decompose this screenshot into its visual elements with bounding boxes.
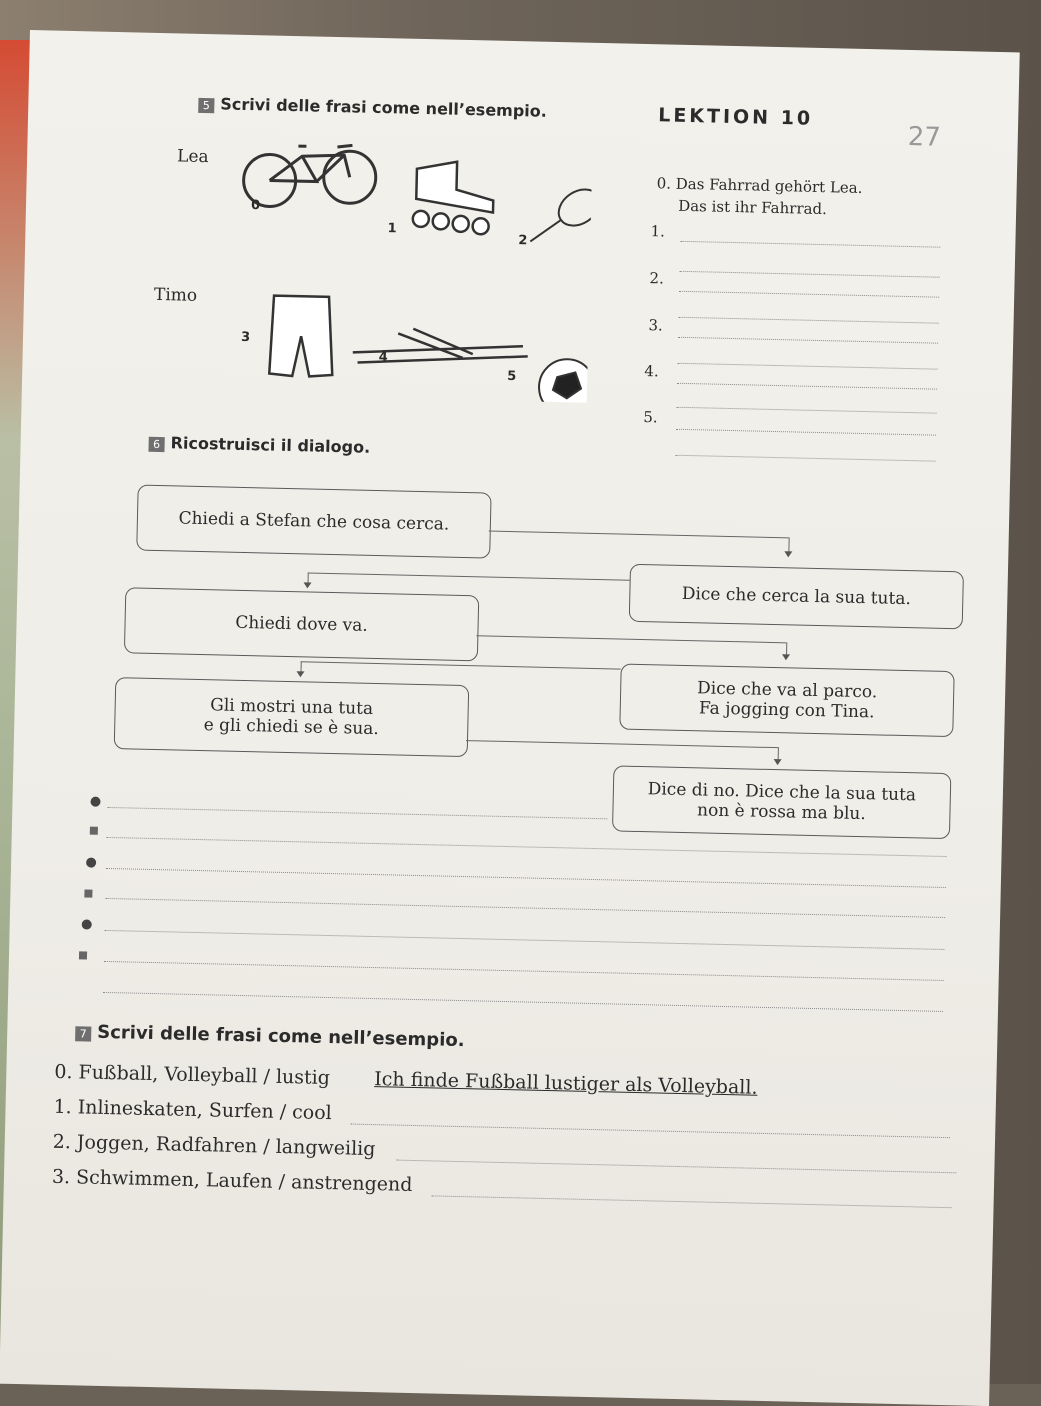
- answer-line[interactable]: [103, 992, 943, 1012]
- dialogue-box-1: [136, 485, 491, 559]
- ex7-header: [75, 1021, 465, 1051]
- arrow-down-icon: [784, 551, 792, 557]
- ex5-item-1: 1.: [650, 222, 666, 241]
- bullet-dot: [86, 857, 96, 867]
- bicycle-icon: [243, 143, 376, 209]
- ex7-example-answer: Ich finde Fußball lustiger als Volleyball.: [374, 1068, 758, 1099]
- ex7-item-2: 2. Joggen, Radfahren / langweilig: [52, 1130, 376, 1161]
- answer-line[interactable]: [679, 291, 939, 298]
- picture-number-2: 2: [518, 233, 528, 249]
- ex5-item-4: 4.: [644, 362, 659, 381]
- arrow-down-icon: [782, 654, 790, 660]
- ex5-number: 5: [198, 98, 214, 113]
- answer-line[interactable]: [104, 961, 944, 981]
- dialogue-text: Dice che va al parco.: [696, 678, 878, 703]
- bullet-square: [79, 951, 87, 959]
- arrow-down-icon: [296, 671, 304, 677]
- answer-line[interactable]: [350, 1124, 950, 1139]
- arrow-down-icon: [303, 582, 311, 588]
- bullet-square: [90, 827, 98, 835]
- picture-number-1: 1: [387, 221, 397, 237]
- picture-number-4: 4: [378, 349, 388, 366]
- ex7-item-3: 3. Schwimmen, Laufen / anstrengend: [51, 1165, 413, 1196]
- dialogue-box-4: [619, 664, 954, 738]
- arrow-down-icon: [774, 759, 782, 765]
- shorts-icon: [269, 296, 334, 377]
- connector-line: [301, 661, 621, 669]
- bullet-dot: [90, 797, 100, 807]
- answer-line[interactable]: [107, 807, 607, 819]
- ex5-item-3: 3.: [648, 316, 663, 335]
- dialogue-text: Fa jogging con Tina.: [698, 698, 875, 723]
- ex6-title: Ricostruisci il dialogo.: [170, 433, 371, 457]
- dialogue-text: Gli mostri una tuta: [210, 695, 374, 719]
- answer-line[interactable]: [680, 241, 940, 248]
- answer-line[interactable]: [106, 868, 946, 888]
- dialogue-box-6: [612, 765, 951, 839]
- handwritten-page-note: 27: [907, 121, 942, 153]
- dialogue-box-5: [114, 677, 470, 757]
- answer-line[interactable]: [680, 271, 940, 278]
- connector-line: [466, 740, 778, 748]
- dialogue-text: Chiedi dove va.: [235, 612, 369, 636]
- ex7-item-1: 1. Inlineskaten, Surfen / cool: [53, 1095, 333, 1125]
- picture-number-0: 0: [250, 198, 261, 214]
- dialogue-box-3: [124, 587, 479, 661]
- dialogue-box-2: [629, 564, 964, 630]
- answer-line[interactable]: [678, 363, 938, 370]
- ex6-number: 6: [148, 437, 164, 452]
- dialogue-text: Dice di no. Dice che la sua tuta: [647, 779, 917, 806]
- connector-line: [489, 531, 789, 539]
- ex5-title: Scrivi delle frasi come nell’esempio.: [220, 94, 548, 121]
- ex5-item-2: 2.: [649, 269, 665, 288]
- answer-line[interactable]: [678, 337, 938, 344]
- ex5-pictures: [227, 135, 593, 403]
- dialogue-text: non è rossa ma blu.: [696, 800, 866, 825]
- inline-skate-icon: [412, 161, 494, 235]
- bullet-square: [84, 889, 92, 897]
- ex7-title: Scrivi delle frasi come nell’esempio.: [97, 1021, 465, 1052]
- ex5-item-5: 5.: [643, 408, 658, 427]
- answer-line[interactable]: [432, 1195, 952, 1208]
- connector-line: [476, 635, 786, 643]
- tennis-racket-icon: [530, 181, 592, 243]
- picture-number-5: 5: [507, 368, 517, 385]
- connector-line: [308, 572, 630, 580]
- ex6-header: [148, 433, 370, 457]
- ex5-header: [198, 94, 547, 121]
- answer-line[interactable]: [679, 317, 939, 324]
- answer-line[interactable]: [676, 455, 936, 462]
- lesson-title: LEKTION 10: [657, 104, 814, 130]
- football-icon: [538, 359, 592, 403]
- dialogue-text: e gli chiedi se è sua.: [203, 715, 380, 740]
- dialogue-text: Dice che cerca la sua tuta.: [681, 583, 912, 610]
- name-timo: Timo: [153, 284, 198, 306]
- answer-line[interactable]: [105, 930, 945, 950]
- ex5-example-line1: 0. Das Fahrrad gehört Lea.: [656, 174, 863, 197]
- ex7-example-prompt: 0. Fußball, Volleyball / lustig: [54, 1060, 331, 1090]
- dialogue-text: Chiedi a Stefan che cosa cerca.: [178, 508, 450, 535]
- answer-line[interactable]: [676, 429, 936, 436]
- ex7-number: 7: [75, 1026, 91, 1041]
- answer-line[interactable]: [105, 898, 945, 918]
- picture-number-3: 3: [240, 329, 251, 346]
- answer-line[interactable]: [677, 407, 937, 414]
- answer-line[interactable]: [107, 837, 947, 857]
- workbook-page: [0, 30, 1020, 1406]
- answer-line[interactable]: [677, 383, 937, 390]
- name-lea: Lea: [176, 146, 209, 168]
- answer-line[interactable]: [396, 1160, 956, 1174]
- ex5-example-line2: Das ist ihr Fahrrad.: [677, 196, 828, 219]
- bullet-dot: [82, 919, 92, 929]
